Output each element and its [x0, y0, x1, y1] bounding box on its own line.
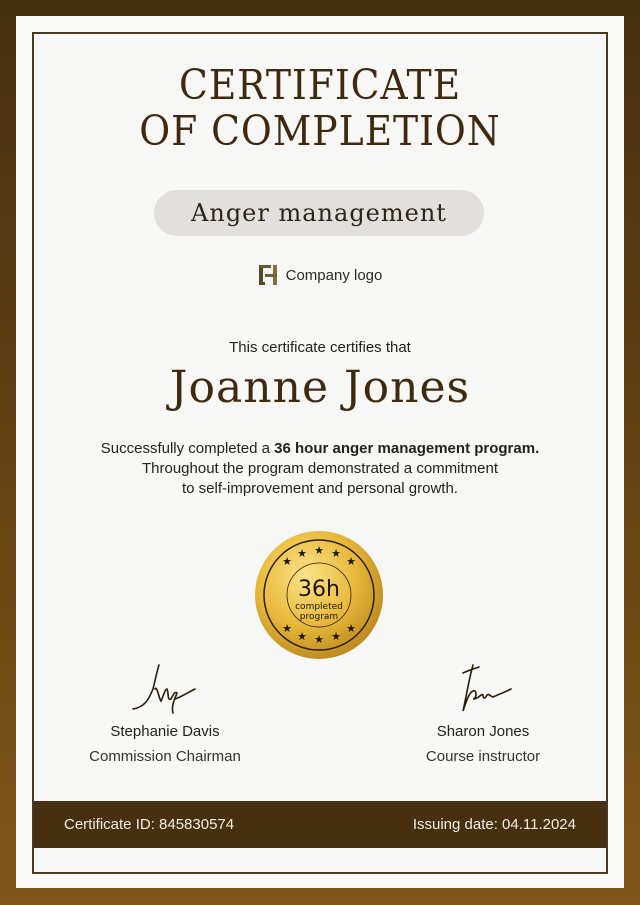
signatory-2-name: Sharon Jones [436, 723, 530, 740]
svg-text:★: ★ [282, 622, 292, 635]
signatory-1 [55, 659, 275, 765]
issuing-date: Issuing date: 04.11.2024 [412, 816, 576, 833]
svg-text:★: ★ [297, 630, 307, 643]
description-line-3: to self-improvement and personal growth. [182, 480, 458, 497]
svg-text:★: ★ [346, 555, 356, 568]
company-logo [34, 264, 606, 286]
description-line-2: Throughout the program demonstrated a commitment [141, 460, 498, 477]
company-logo-label: Company logo [285, 266, 383, 284]
title-line-2: OF COMPLETION [139, 107, 501, 155]
signatory-2-role: Course instructor [425, 748, 541, 765]
svg-text:★: ★ [346, 622, 356, 635]
signatory-2 [373, 659, 593, 765]
svg-text:★: ★ [314, 633, 324, 646]
svg-text:★: ★ [314, 544, 324, 557]
course-name-pill [154, 190, 484, 236]
svg-text:★: ★ [331, 630, 341, 643]
svg-text:★: ★ [282, 555, 292, 568]
certificate-title [57, 62, 583, 154]
recipient-name: Joanne Jones [169, 362, 471, 413]
description-prefix: Successfully completed a [100, 440, 275, 457]
gold-seal-icon [254, 530, 384, 660]
svg-text:completed: completed [295, 602, 343, 612]
completion-badge [254, 530, 384, 660]
svg-text:36h: 36h [298, 577, 340, 602]
svg-text:★: ★ [297, 547, 307, 560]
title-line-1: CERTIFICATE [178, 61, 462, 109]
description-bold: 36 hour anger management program. [274, 440, 540, 457]
certifies-text: This certificate certifies that [229, 339, 411, 356]
signatory-1-name: Stephanie Davis [110, 723, 220, 740]
signatory-1-role: Commission Chairman [89, 748, 241, 765]
certificate-footer [34, 801, 606, 848]
course-name: Anger management [191, 199, 447, 227]
certificate-frame [32, 32, 608, 874]
svg-text:program: program [299, 612, 339, 622]
description [34, 439, 606, 499]
signature-icon [115, 659, 215, 719]
signature-icon [433, 659, 533, 719]
certificate-id: Certificate ID: 845830574 [64, 816, 235, 833]
company-logo-icon [258, 264, 278, 286]
svg-text:★: ★ [331, 547, 341, 560]
